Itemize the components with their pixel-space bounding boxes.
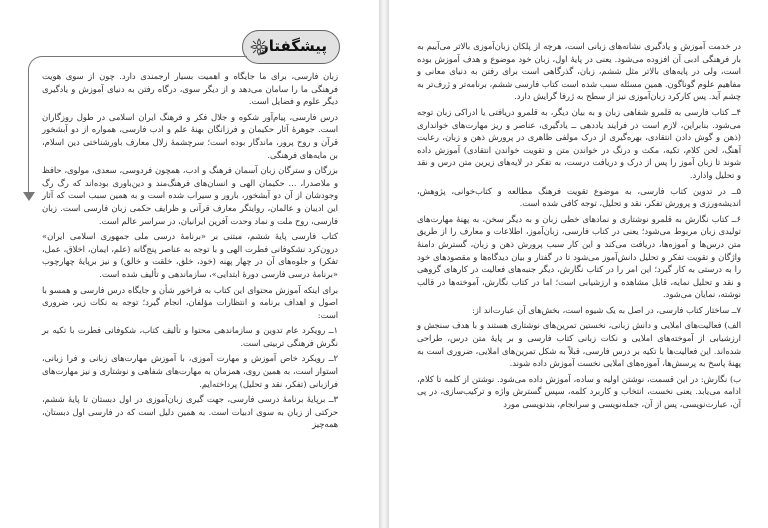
- paragraph: الف) فعالیت‌های املایی و دانش زبانی، نخستین تمرین‌های نوشتاری هستند و با هدف سنجش و ارزشیابی از آموخته‌های املایی و نکات زبانی کتاب فارسی و بر پایهٔ متن درس، طراحی شده‌اند. این فعالیت‌ها با تکیه بر درس فارسی، قبلاً به شکل تمرین‌های املایی، ضروری است به پهنهٔ پاسخ به پرسش‌ها، آموزه‌های املایی نخست آموزش داده شوند.: [417, 320, 741, 369]
- paragraph: برای اینکه آموزش محتوای این کتاب به فراخور شأن و جایگاه درس فارسی و همسو با اصول و اهداف برنامه و انتظارات مؤلفان، انجام گیرد؛ توجه به نکات زیر، ضروری است:: [42, 284, 338, 320]
- paragraph: ۳ــ برپایهٔ برنامهٔ درسی فارسی، جهت گیری زبان‌آموزی در اول دبستان تا پایهٔ ششم، حرکتی از زبان به سوی ادبیات است. به همین دلیل است که در فارسی اول دبستان، همه‌چیز: [42, 394, 338, 430]
- paragraph: ۲ــ رویکرد خاص آموزش و مهارت آموزی، با آموزش مهارت‌های زبانی و فرا زبانی، استوار است، به همین روی، همزمان به مهارت‌های شفاهی و نوشتاری و نیز مهارت‌های فرازبانی (تفکر، نقد و تحلیل) پرداخته‌ایم.: [42, 353, 338, 389]
- book-gutter: [379, 0, 389, 528]
- paragraph: ۴ــ کتاب فارسی به قلمرو شفاهی زبان و به بیان دیگر، به قلمرو دریافتی یا ادراکی زبان توجه می‌شود. بنابراین، لازم است در فرایند یاددهی ــ یادگیری، عناصر و ریز مهارت‌های خوانداری (ذهن و گوش دادن انتقادی، بهره‌گیری از درک مولفی ظاهری در پرورش ذهن و زبان، رعایت آهنگ، لحن کلام، تکیه، مکث و درنگ در خواندن متن و تقویت خواندن انتقادی) آموزش داده شوند تا زبان آموز را پس از درک و دریافت درست، به تفکر در لایه‌های زیرین متن درس و نقد و تحلیل وادارد.: [417, 106, 741, 180]
- preface-title-box: [242, 30, 340, 64]
- paragraph: بزرگان و سترگان زبان آسمان فرهنگ و ادب، همچون فردوسی، سعدی، مولوی، حافظ و ملاصدرا، ... حکیمان الهی و انسان‌های فرهنگ‌مند و دین‌باوری بوده‌اند که رگ رگ وجودشان از آن دو آبشخور، بارور و سیراب شده است و به همین سبب است که آثار این ادیبان و عالمان، روایتگر معارف قرآنی و ظرایف حکمی زبان فارسی است. زبان فارسی، روح ملت و نماد وحدت آفرین ایرانیان، در سراسر عالم است.: [42, 165, 338, 226]
- paragraph: در خدمت آموزش و یادگیری نشانه‌های زبانی است، هرچه از پلکان زبان‌آموزی بالاتر می‌آییم به بار فرهنگی ادبی آن افزوده می‌شود. یعنی در پایهٔ اول، زبان خود موضوع و هدف آموزش بوده است، ولی در پایه‌های بالاتر مثل ششم، زبان، گذرگاهی است برای رفتن به دنیای معانی و مفاهیم علوم گوناگون. همین مسئله سبب شده است کتاب فارسی ششم، برنامه‌تر و ژرف‌تر به چشم آید. پس کارکرد زبان‌آموزی نیز از سطح به ژرفا گرایش دارد.: [417, 41, 741, 102]
- paragraph: درس فارسی، پیام‌آور شکوه و جلال فکر و فرهنگ ایران اسلامی در طول روزگاران است. جوهرهٔ آثار حکیمان و فرزانگان بهنهٔ علم و ادب فارسی، همواره از دو آبشخور قرآن و روح پرور، ماندگار بوده است؛ سرچشمهٔ زلال معارف باورشناختی دین اسلام، بن مایه‌های فرهنگی.: [42, 111, 338, 160]
- paragraph: ۶ــ کتاب نگارش به قلمرو نوشتاری و نمادهای خطی زبان و به دیگر سخن، به پهنهٔ مهارت‌های تولیدی زبان مربوط می‌شود؛ یعنی در کتاب فارسی، زبان‌آموز، اطلاعات و معارف را از طریق متن درس‌ها و آموزه‌ها، دریافت می‌کند و این کار سبب پرورش ذهن و زبان، گسترش دامنهٔ واژگان و تقویت تفکر و تحلیل دانش‌آموز می‌شود تا در گفتار و بیان دیدگاه‌ها و مقصودهای خود را به درستی به کار گیرد؛ این امر را در کتاب نگارش، دیگر جنبه‌های فعالیت در کارهای گروهی و نقد و تحلیل نمایه، قابل مشاهده و ارزشیابی است؛ اما در کتاب نگارش، آموخته‌ها در قالب نوشته، نمایان می‌شود.: [417, 213, 741, 300]
- paragraph: ۷ــ ساختار کتاب فارسی، در اصل به یک شیوه است، بخش‌های آن عبارت‌اند از:: [471, 304, 741, 315]
- left-page: [0, 0, 379, 528]
- paragraph: زبان فارسی، برای ما جایگاه و اهمیت بسیار ارجمندی دارد. چون از سوی هویت فرهنگی ما را سامان می‌دهد و از دیگر سوی، درگاه رفتن به دنیای آموزش و یادگیری دیگر علوم و فضایل است.: [42, 71, 338, 107]
- paragraph: ب) نگارش: در این قسمت، نوشتن اولیه و ساده، آموزش داده می‌شود. نوشتن از کلمه تا کلام، ادامه می‌یابد. یعنی نخست، انتخاب و کاربرد کلمه، سپس گسترش واژه و ترکیب‌سازی، در پی آن، عبارت‌نویسی، پس از آن، جمله‌نویسی و سرانجام، بند‌نویسی مورد: [417, 373, 741, 410]
- paragraph: ۵ــ در تدوین کتاب فارسی، به موضوع تقویت فرهنگ مطالعه و کتاب‌خوانی، پژوهش، اندیشه‌ورزی و پرورش تفکر، نقد و تحلیل، توجه کافی شده است.: [417, 185, 741, 209]
- right-page: [389, 0, 768, 528]
- preface-title: پیشگفتار: [260, 37, 327, 55]
- arrow-down-icon: [23, 192, 35, 201]
- right-text-column: [417, 40, 741, 414]
- paragraph: ۱ــ رویکرد عام تدوین و سازماندهی محتوا و تألیف کتاب، شکوفانی فطرت با تکیه بر نگرش فرهنگی تربیتی است.: [42, 325, 338, 348]
- left-text-column: [42, 70, 338, 434]
- paragraph: کتاب فارسی پایهٔ ششم، مبتنی بر «برنامهٔ درسی ملی جمهوری اسلامی ایران» درون‌کرد نشکوفانی فطرت الهی و با توجه به عناصر پنج‌گانه (علم، ایمان، اخلاق، عمل، تفکر) و جلوه‌های آن در چهار پهنه (خود، خلق، خلقت و خالق) و نیز برپایهٔ چهارچوب «برنامهٔ درسی فارسی دورهٔ ابتدایی»، سازماندهی و تألیف شده است.: [42, 231, 338, 279]
- floral-ornament-icon: [249, 37, 269, 57]
